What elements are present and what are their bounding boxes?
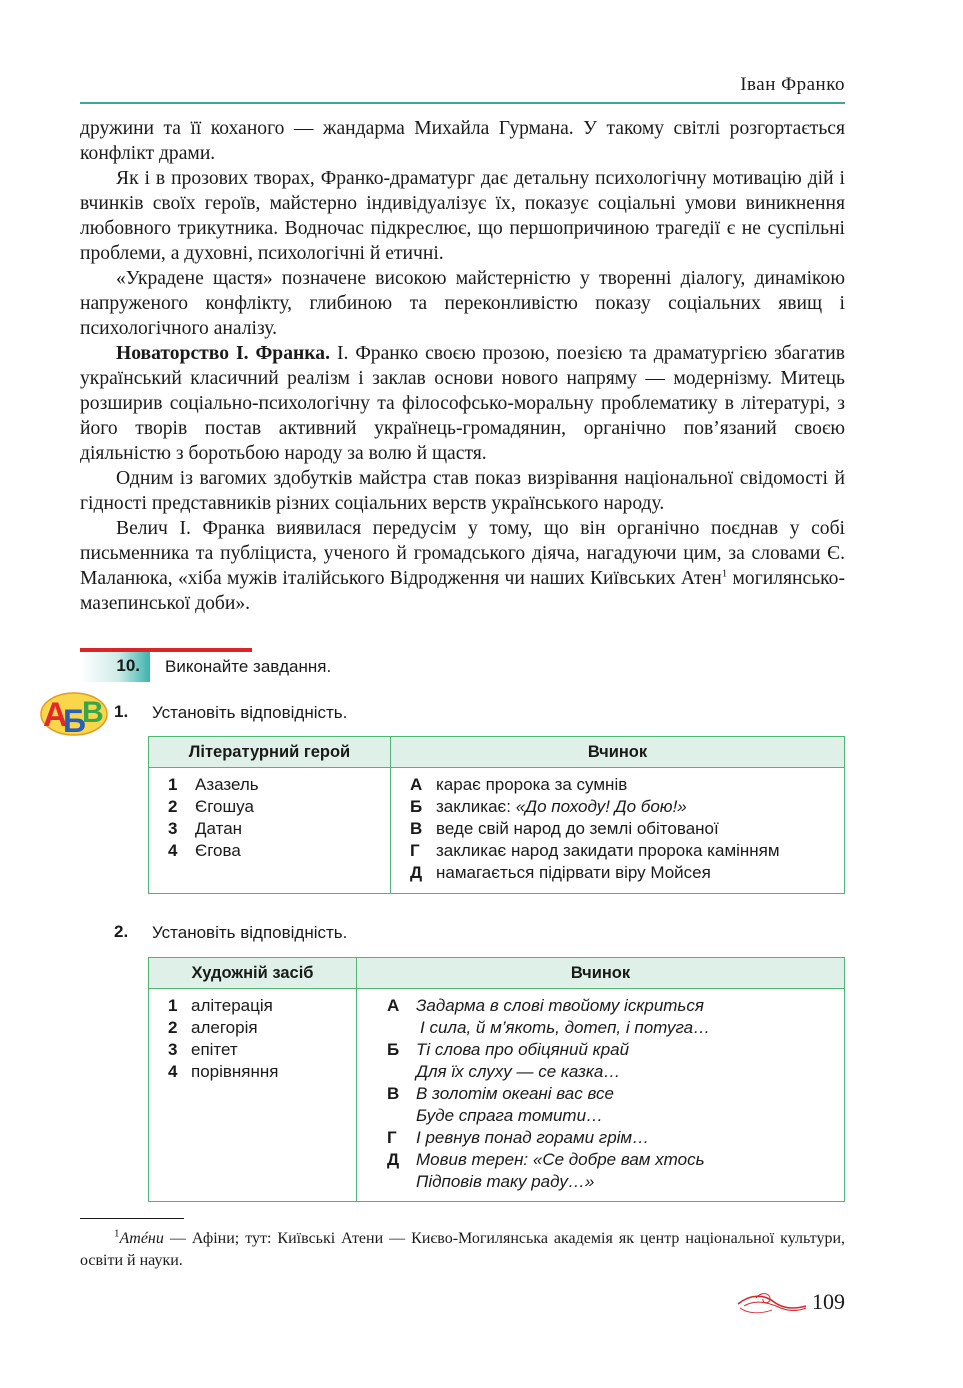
matching-table-1 [148, 736, 845, 894]
item-key: 2 [168, 797, 178, 816]
item-key: Д [387, 1150, 400, 1169]
item-text: Мовив терен: «Се добре вам хтось [416, 1150, 705, 1169]
item-key: В [410, 819, 423, 838]
item-key: В [387, 1084, 400, 1103]
item-text: В золотім океані вас все [416, 1084, 614, 1103]
paragraph: дружини та її коханого — жандарма Михайла Гурмана. У такому світлі розгортається конфлікт драми. [80, 118, 845, 164]
paragraph: Як і в прозових творах, Франко-драматург дає детальну психологічну мотивацію дій і вчинків своїх героїв, майстерно індивідуалізує їх, показує соціальні умови виникнення любовного трикутника. Водночас підкреслює, що першопричиною трагедії є не суспільні проблеми, а духовні, психологічні й етичні. [80, 168, 845, 264]
header-divider [80, 102, 845, 104]
badge-letter-a: А [43, 696, 68, 734]
item-text: порівняння [191, 1062, 279, 1081]
item-key [387, 1171, 416, 1193]
item-key: 3 [168, 1040, 178, 1059]
paragraph: «Украдене щастя» позначене високою майстерністю у творенні діалогу, динамікою напруженого конфлікту, глибиною та переконливістю показу соціальних явищ і психологічного аналізу. [80, 268, 845, 339]
task-title: Виконайте завдання. [165, 657, 332, 676]
paragraph [80, 516, 845, 616]
footnote-divider [80, 1218, 184, 1219]
item-key: 4 [168, 841, 178, 860]
item-text: Для їх слуху — се казка… [416, 1062, 621, 1081]
item-key: Б [387, 1040, 400, 1059]
table-2-left-cell [149, 989, 357, 1202]
item-key: Г [410, 841, 420, 860]
item-key [387, 1017, 416, 1039]
main-text [80, 116, 845, 616]
item-text: Єгошуа [195, 797, 254, 816]
item-text: алегорія [191, 1018, 258, 1037]
item-key: Г [387, 1128, 397, 1147]
badge-letter-b: Б [63, 703, 86, 736]
paragraph [80, 341, 845, 466]
item-text: епітет [191, 1040, 238, 1059]
item-text: Ті слова про обіцяний край [416, 1040, 630, 1059]
item-key: А [410, 775, 423, 794]
item-key: Б [410, 797, 423, 816]
question-1-number: 1. [114, 702, 129, 721]
item-text: намагається підірвати віру Мойсея [436, 863, 711, 882]
table-1-right-cell [391, 768, 845, 894]
footnote-ref[interactable]: 1 [721, 567, 728, 580]
task-number-box [80, 652, 150, 682]
paragraph: Одним із вагомих здобутків майстра став показ визрівання національної свідомості й гідності представників різних соціальних верств українського народу. [80, 468, 845, 514]
item-quote: «До походу! До бою!» [515, 797, 687, 816]
paragraph-text-tail: могилянсько-мазепинської доби». [80, 568, 845, 614]
item-key: 1 [168, 775, 178, 794]
paragraph-text: Велич І. Франка виявилася передусім у тому, що він органічно поєднав у собі письменника та публіциста, ученого й громадського діяча, нагадуючи цим, за словами Є. Маланюка, «хіба мужів італійського Відродження чи наших Київських Атен [80, 518, 845, 589]
item-key: 3 [168, 819, 178, 838]
page-number: 109 [812, 1289, 845, 1314]
item-key [387, 1105, 416, 1127]
item-key: 2 [168, 1018, 178, 1037]
abv-badge-icon [40, 690, 108, 736]
item-text: І ревнув понад горами грім… [416, 1128, 650, 1147]
question-2-label: Установіть відповідність. [152, 923, 348, 942]
item-key: 4 [168, 1062, 178, 1081]
task-number: 10. [116, 656, 140, 675]
item-key [387, 1061, 416, 1083]
running-header-author: Іван Франко [740, 74, 845, 95]
table-1-left-cell [149, 768, 391, 894]
item-text: карає пророка за сумнів [436, 775, 628, 794]
item-text: Азазель [195, 775, 259, 794]
page-flourish-icon [736, 1290, 808, 1318]
table-1-col-header-hero: Літературний герой [149, 737, 391, 768]
item-key: А [387, 996, 400, 1015]
item-text: І сила, й м’якоть, дотеп, і потуга… [420, 1018, 711, 1037]
table-2-right-cell [357, 989, 845, 1202]
item-text: Датан [195, 819, 243, 838]
item-text: алітерація [191, 996, 273, 1015]
question-1-label: Установіть відповідність. [152, 703, 348, 722]
item-key: Д [410, 863, 423, 882]
item-text: Буде спрага томити… [416, 1106, 604, 1125]
item-text: закликає: [436, 797, 516, 816]
footnote [80, 1228, 845, 1272]
item-text: Підповів таку раду…» [416, 1172, 595, 1191]
item-text: Задарма в слові твойому іскриться [416, 996, 704, 1015]
footnote-term: Атéни [119, 1230, 164, 1247]
table-1-col-header-action: Вчинок [391, 737, 845, 768]
table-2-col-header-action: Вчинок [357, 958, 845, 989]
item-text: веде свій народ до землі обітованої [436, 819, 719, 838]
item-text: Єгова [195, 841, 241, 860]
item-key: 1 [168, 996, 178, 1015]
matching-table-2 [148, 957, 845, 1202]
badge-letter-v: В [82, 696, 104, 729]
footnote-text: — Афіни; тут: Київські Атени — Києво-Могилянська академія як центр національної культури, освіти й науки. [80, 1230, 845, 1269]
item-text: закликає народ закидати пророка камінням [436, 841, 780, 860]
footnote-mark: 1 [114, 1227, 120, 1240]
paragraph-text: І. Франко своєю прозою, поезією та драматургією збагатив український класичний реалізм і заклав основи нового напряму — модернізму. Митець розширив соціально-психологічну та філософсько-моральну проблематику в літературі, з його творів постав активний українець-громадянин, органічно пов’язаний своєю діяльністю з боротьбою народу за волю й щастя. [80, 343, 845, 464]
question-2-number: 2. [114, 922, 129, 941]
bold-lead: Новаторство І. Франка. [116, 343, 330, 364]
table-2-col-header-device: Художній засіб [149, 958, 357, 989]
